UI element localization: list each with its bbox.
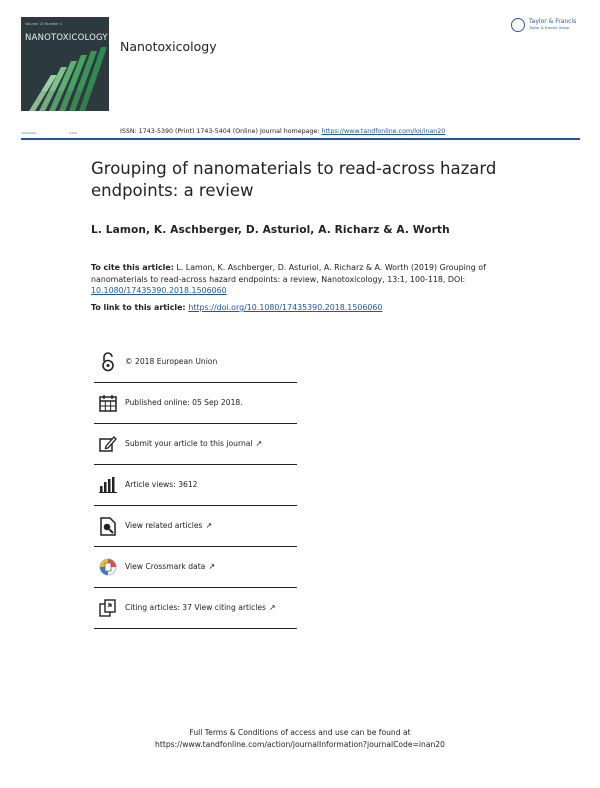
article-link-line	[91, 303, 382, 312]
info-item-views	[94, 465, 297, 506]
footer	[0, 727, 600, 751]
open-access-lock-icon	[98, 352, 118, 372]
info-item-label[interactable]	[125, 439, 262, 448]
calendar-icon	[98, 393, 118, 413]
journal-name[interactable]: Nanotoxicology	[120, 39, 217, 54]
external-link-icon: ↗	[269, 603, 276, 613]
issn-line	[120, 128, 445, 135]
info-item-license	[94, 342, 297, 383]
cover-graphic	[21, 17, 109, 111]
cover-volume: Volume 13 Number 1	[25, 22, 63, 26]
info-item-label[interactable]	[125, 562, 215, 571]
header-rule	[21, 138, 580, 140]
issn-text: ISSN: 1743-5390 (Print) 1743-5404 (Online) Journal homepage:	[120, 128, 322, 135]
publisher-logo[interactable]	[511, 17, 583, 39]
publisher-logo-line1: Taylor & Francis	[529, 18, 577, 25]
related-articles-link[interactable]: View related articles	[125, 521, 203, 531]
citation-text: L. Lamon, K. Aschberger, D. Asturiol, A. Richarz & A. Worth (2019) Grouping of nanomaterials to read-across hazard endpoints: a review, Nanotoxicology, 13:1, 100-118, DOI:	[91, 263, 486, 284]
info-item-label[interactable]	[125, 521, 212, 530]
info-item-label[interactable]	[125, 603, 276, 612]
article-authors: L. Lamon, K. Aschberger, D. Asturiol, A. Richarz & A. Worth	[91, 224, 450, 236]
crossmark-link[interactable]: View Crossmark data	[125, 562, 206, 572]
info-item-related[interactable]	[94, 506, 297, 547]
external-link-icon: ↗	[205, 521, 213, 531]
small-logos	[22, 131, 77, 135]
info-item-published	[94, 383, 297, 424]
citing-articles-icon	[98, 598, 118, 618]
publisher-logo-icon	[511, 18, 525, 32]
citing-articles-link[interactable]: Citing articles: 37 View citing articles	[125, 603, 266, 613]
publisher-logo-line2: Taylor & Francis Group	[529, 26, 570, 30]
small-logo-right-icon: ◦ ▬▬▬	[66, 131, 78, 135]
info-item-submit[interactable]	[94, 424, 297, 465]
info-item-label: Published online: 05 Sep 2018.	[125, 398, 243, 408]
article-doi-link[interactable]: https://doi.org/10.1080/17435390.2018.1506060	[188, 303, 383, 312]
info-item-label: © 2018 European Union	[125, 357, 218, 367]
article-title: Grouping of nanomaterials to read-across hazard endpoints: a review	[91, 159, 497, 200]
citation-doi-link[interactable]: 10.1080/17435390.2018.1506060	[91, 286, 227, 295]
external-link-icon: ↗	[255, 439, 263, 449]
article-link-label: To link to this article:	[91, 303, 189, 312]
edit-icon	[98, 434, 118, 454]
external-link-icon: ↗	[208, 562, 216, 572]
footer-terms-text: Full Terms & Conditions of access and use can be found at	[189, 728, 411, 737]
bar-chart-icon	[98, 475, 118, 495]
citation-block	[91, 262, 526, 297]
small-logo-left-icon: ▬▬▬▬▬	[22, 131, 37, 135]
search-document-icon	[98, 516, 118, 536]
citation-label: To cite this article:	[91, 263, 174, 272]
footer-terms-link[interactable]: https://www.tandfonline.com/action/journalInformation?journalCode=inan20	[155, 740, 445, 749]
cover-title: NANOTOXICOLOGY	[25, 33, 108, 43]
journal-homepage-link[interactable]: https://www.tandfonline.com/loi/inan20	[321, 128, 446, 135]
journal-cover	[21, 17, 109, 111]
article-info-list	[94, 342, 297, 629]
crossmark-icon	[98, 557, 118, 577]
info-item-crossmark[interactable]	[94, 547, 297, 588]
info-item-citing[interactable]	[94, 588, 297, 629]
submit-article-link[interactable]: Submit your article to this journal	[125, 439, 253, 449]
info-item-label: Article views: 3612	[125, 480, 198, 490]
